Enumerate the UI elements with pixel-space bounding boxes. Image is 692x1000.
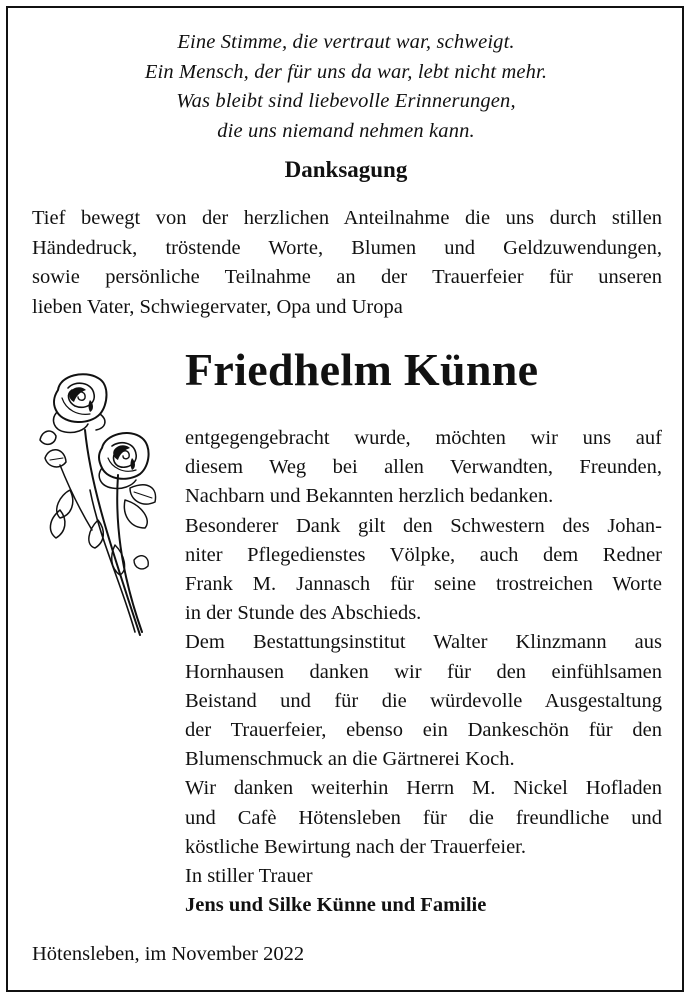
place-date: Hötensleben, im November 2022 [32, 943, 305, 965]
body-line: Besonderer Dank gilt den Schwestern des Johan- [185, 514, 662, 537]
signature [185, 862, 486, 920]
poem-line: Was bleibt sind liebevolle Erinnerungen, [176, 90, 516, 112]
body-line: und Cafè Hötensleben für die freundliche und [185, 806, 662, 829]
body-line: köstliche Bewirtung nach der Trauerfeier. [185, 835, 527, 858]
poem [0, 28, 692, 146]
body-line: Dem Bestattungsinstitut Walter Klinzmann aus [185, 631, 662, 654]
body-line: Beistand und für die würdevolle Ausgestaltung [185, 689, 662, 712]
poem-line: Eine Stimme, die vertraut war, schweigt. [177, 31, 515, 53]
intro-line: lieben Vater, Schwiegervater, Opa und Uropa [32, 295, 403, 318]
body-line: der Trauerfeier, ebenso ein Dankeschön für den [185, 719, 662, 742]
heading: Danksagung [284, 157, 408, 182]
poem-line: die uns niemand nehmen kann. [217, 119, 475, 142]
intro-paragraph [32, 204, 662, 322]
body-line: entgegengebracht wurde, möchten wir uns auf [185, 427, 662, 449]
poem-line: Ein Mensch, der für uns da war, lebt nicht mehr. [144, 60, 548, 83]
body-paragraph [185, 424, 662, 862]
intro-line: sowie persönliche Teilnahme an der Trauerfeier für unseren [32, 266, 662, 288]
deceased-name: Friedhelm Künne [185, 344, 539, 395]
body-line: Nachbarn und Bekannten herzlich bedanken. [185, 485, 554, 508]
roses-icon [30, 370, 165, 640]
intro-line: Händedruck, tröstende Worte, Blumen und Geldzuwendungen, [32, 236, 662, 259]
intro-line: Tief bewegt von der herzlichen Anteilnahme die uns durch stillen [32, 207, 662, 229]
body-line: niter Pflegedienstes Völpke, auch dem Redner [185, 543, 662, 566]
body-line: in der Stunde des Abschieds. [185, 602, 422, 625]
body-line: Hornhausen danken wir für den einfühlsamen [185, 660, 662, 683]
body-line: Blumenschmuck an die Gärtnerei Koch. [185, 748, 515, 771]
signature-family: Jens und Silke Künne und Familie [185, 894, 487, 916]
body-line: Wir danken weiterhin Herrn M. Nickel Hofladen [185, 777, 662, 800]
body-line: Frank M. Jannasch für seine trostreichen Worte [185, 573, 662, 596]
signature-line: In stiller Trauer [185, 865, 313, 887]
body-line: diesem Weg bei allen Verwandten, Freunden, [185, 456, 662, 479]
